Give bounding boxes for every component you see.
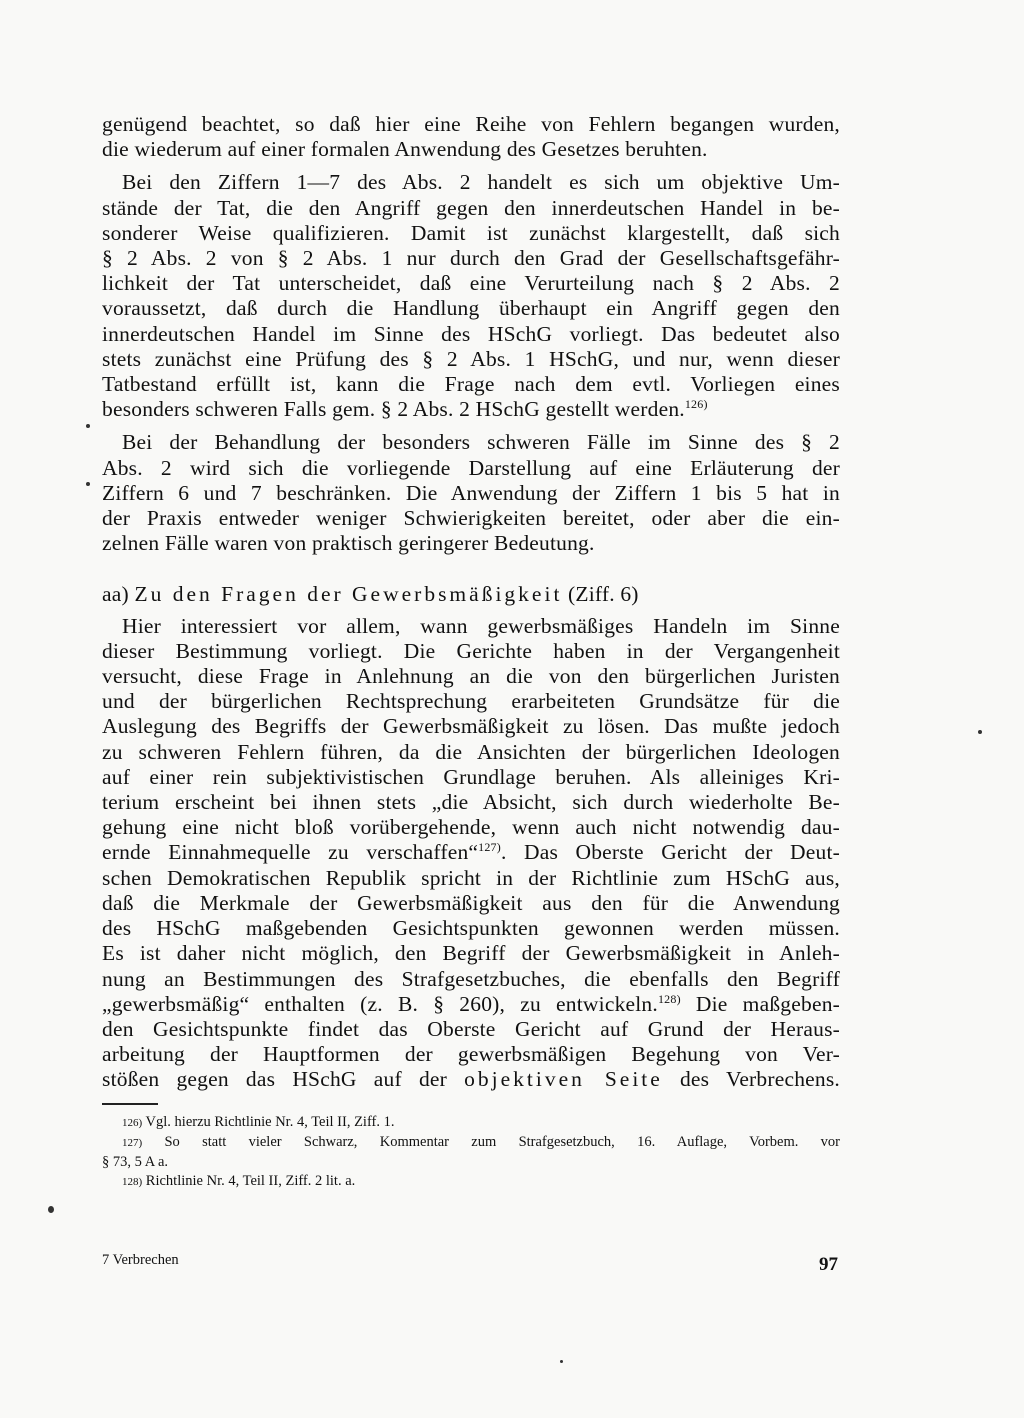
page-body <box>102 112 840 1192</box>
emphasized-text: objektiven Seite <box>464 1067 663 1092</box>
text-line: Tatbestand erfüllt ist, kann die Frage nach dem evtl. Vorliegen eines <box>102 372 840 397</box>
footnote-number: 127) <box>122 1136 143 1149</box>
text-line: der Praxis entweder weniger Schwierigkeiten bereitet, oder aber die ein- <box>102 506 840 531</box>
text-line: Abs. 2 wird sich die vorliegende Darstellung auf eine Erläuterung der <box>102 455 840 480</box>
footnote-number: 126) <box>122 1116 143 1129</box>
text-line: dieser Bestimmung vorliegt. Die Gerichte haben in der Vergangenheit <box>102 638 840 663</box>
paragraph-3 <box>102 430 840 556</box>
paragraph-2 <box>102 170 840 422</box>
text-line: Bei der Behandlung der besonders schweren Fälle im Sinne des § 2 <box>122 430 840 455</box>
heading-prefix: aa) <box>102 582 129 607</box>
footnote-text: Richtlinie Nr. 4, Teil II, Ziff. 2 lit. a. <box>145 1172 356 1189</box>
text-line-content: ernde Einnahmequelle zu verschaffen“ <box>102 840 479 865</box>
text-line: stände der Tat, die den Angriff gegen den innerdeutschen Handel in be- <box>102 195 840 220</box>
text-line: Hier interessiert vor allem, wann gewerbsmäßiges Handeln im Sinne <box>122 613 840 638</box>
footnote-number: 128) <box>122 1175 143 1188</box>
text-line: zelnen Fälle waren von praktisch geringerer Bedeutung. <box>102 531 595 556</box>
footnote-128 <box>102 1172 840 1192</box>
text-line: gehung eine nicht bloß vorübergehende, wenn auch nicht notwendig dau- <box>102 815 840 840</box>
text-line: terium erscheint bei ihnen stets „die Absicht, sich durch wiederholte Be- <box>102 790 840 815</box>
print-speck <box>978 730 982 734</box>
text-line: stets zunächst eine Prüfung des § 2 Abs. 1 HSchG, und nur, wenn dieser <box>102 346 840 371</box>
text-line-content: stößen gegen das HSchG auf der <box>102 1067 447 1092</box>
text-line <box>102 1067 840 1092</box>
text-line-content: besonders schweren Falls gem. § 2 Abs. 2 HSchG gestellt werden. <box>102 397 685 422</box>
page-footer <box>102 1252 838 1275</box>
printer-signature: 7 Verbrechen <box>102 1252 179 1268</box>
text-line: versucht, diese Frage in Anlehnung an die von den bürgerlichen Juristen <box>102 664 840 689</box>
text-line: arbeitung der Hauptformen der gewerbsmäßigen Begehung von Ver- <box>102 1042 840 1067</box>
footnote-divider <box>102 1103 158 1105</box>
text-line: nung an Bestimmungen des Strafgesetzbuches, die ebenfalls den Begriff <box>102 966 840 991</box>
footnote-ref-128: 128) <box>657 991 681 1006</box>
print-speck <box>86 424 90 428</box>
heading-title: Zu den Fragen der Gewerbsmäßigkeit <box>134 582 563 607</box>
text-line: Auslegung des Begriffs der Gewerbsmäßigkeit zu lösen. Das mußte jedoch <box>102 714 840 739</box>
text-line: Bei den Ziffern 1—7 des Abs. 2 handelt es sich um objektive Um- <box>122 170 840 195</box>
text-line: § 2 Abs. 2 von § 2 Abs. 1 nur durch den Grad der Gesellschaftsgefähr- <box>102 246 840 271</box>
text-line: Es ist daher nicht möglich, den Begriff der Gewerbsmäßigkeit in Anleh- <box>102 941 840 966</box>
footnote-text: Vgl. hierzu Richtlinie Nr. 4, Teil II, Ziff. 1. <box>145 1113 395 1130</box>
text-line: schen Demokratischen Republik spricht in der Richtlinie zum HSchG aus, <box>102 865 840 890</box>
print-speck <box>48 1206 54 1213</box>
text-line: Ziffern 6 und 7 beschränken. Die Anwendung der Ziffern 1 bis 5 hat in <box>102 480 840 505</box>
text-line: zu schweren Fehlern führen, da die Ansichten der bürgerlichen Ideologen <box>102 739 840 764</box>
paragraph-1 <box>102 112 840 162</box>
footnote-127 <box>102 1133 840 1153</box>
footnote-ref-126: 126) <box>684 397 708 412</box>
print-speck <box>86 482 90 486</box>
text-line: den Gesichtspunkte findet das Oberste Gericht auf Grund der Heraus- <box>102 1016 840 1041</box>
section-heading <box>102 582 840 607</box>
text-line: und der bürgerlichen Rechtsprechung erarbeiteten Grundsätze für die <box>102 689 840 714</box>
text-line: innerdeutschen Handel im Sinne des HSchG vorliegt. Das bedeutet also <box>102 321 840 346</box>
footnote-126 <box>102 1113 840 1133</box>
text-line: des HSchG maßgebenden Gesichtspunkten gewonnen werden müssen. <box>102 916 840 941</box>
text-line: genügend beachtet, so daß hier eine Reihe von Fehlern begangen wurden, <box>102 112 840 136</box>
text-line: sonderer Weise qualifizieren. Damit ist zunächst klargestellt, daß sich <box>102 220 840 245</box>
text-line-content: . Das Oberste Gericht der Deut- <box>500 840 841 865</box>
text-line: lichkeit der Tat unterscheidet, daß eine Verurteilung nach § 2 Abs. 2 <box>102 271 840 296</box>
footnote-ref-127: 127) <box>478 840 501 855</box>
footnote-text: So statt vieler Schwarz, Kommentar zum Strafgesetzbuch, 16. Auflage, Vorbem. vor <box>164 1133 841 1150</box>
page-number: 97 <box>819 1254 838 1275</box>
paragraph-4 <box>102 614 840 1093</box>
text-line: die wiederum auf einer formalen Anwendung des Gesetzes beruhten. <box>102 137 708 162</box>
text-line-content: „gewerbsmäßig“ enthalten (z. B. § 260), zu entwickeln. <box>102 991 658 1016</box>
text-line <box>102 397 840 422</box>
print-speck <box>560 1360 563 1363</box>
footnote-127-continued: § 73, 5 A a. <box>102 1153 169 1170</box>
heading-suffix: (Ziff. 6) <box>568 582 639 607</box>
text-line: daß die Merkmale der Gewerbsmäßigkeit aus den für die Anwendung <box>102 890 840 915</box>
text-line: auf einer rein subjektivistischen Grundlage beruhen. Als alleiniges Kri- <box>102 764 840 789</box>
text-line: voraussetzt, daß durch die Handlung überhaupt ein Angriff gegen den <box>102 296 840 321</box>
footnotes <box>102 1113 840 1192</box>
text-line <box>102 840 840 865</box>
text-line <box>102 992 840 1017</box>
text-line-content: des Verbrechens. <box>679 1067 840 1092</box>
text-line-content: Die maßgeben- <box>680 991 840 1016</box>
